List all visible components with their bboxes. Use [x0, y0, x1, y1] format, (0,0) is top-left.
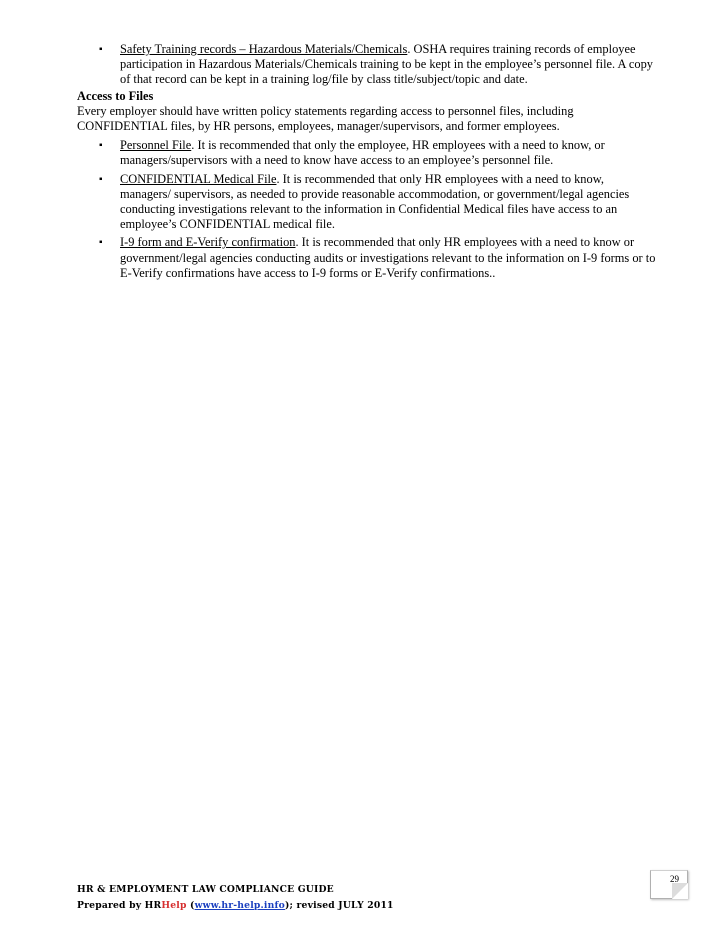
list-item-title: Personnel File	[120, 138, 192, 153]
list-item-title: I-9 form and E-Verify confirmation	[120, 235, 296, 250]
page-number-box	[650, 870, 688, 899]
footer-credit	[77, 898, 394, 914]
list-item-text: . It is recommended that only HR employees with a need to know, managers/ supervisors, as needed to provide reasonable accommodation, or government/legal agencies conducting investigations relevant to the information in Confidential Medical files have access to an employee’s CONFIDENTIAL medical file.	[120, 171, 630, 232]
list-item	[77, 42, 657, 88]
footer-website-link[interactable]: www.hr-help.info	[194, 899, 285, 911]
bullet-marker: ▪	[99, 44, 103, 55]
footer-prefix: Prepared by HR	[77, 899, 162, 911]
list-item-text: . OSHA requires training records of employee participation in Hazardous Materials/Chemicals training to be kept in the employee’s personnel file. A copy of that record can be kept in a training log/file by class title/subject/topic and date.	[120, 42, 653, 87]
page-curl-icon	[672, 883, 688, 899]
list-item-text: . It is recommended that only the employee, HR employees with a need to know, or managers/supervisors with a need to know have access to an employee’s personnel file.	[120, 138, 605, 168]
list-item	[77, 172, 657, 233]
list-item-text: . It is recommended that only HR employees with a need to know or government/legal agencies conducting audits or investigations relevant to the information on I-9 forms or to E-Verify confirmations have access to I-9 forms or E-Verify confirmations..	[120, 235, 656, 280]
list-item	[77, 235, 657, 281]
page-number: 29	[670, 874, 679, 884]
page-content	[77, 42, 657, 284]
bullet-marker: ▪	[99, 173, 103, 185]
list-item-title: Safety Training records – Hazardous Materials/Chemicals	[120, 42, 408, 56]
bullet-marker: ▪	[99, 237, 103, 249]
footer-brand-help: Help	[161, 899, 187, 911]
section-intro: Every employer should have written policy statements regarding access to personnel files, including CONFIDENTIAL files, by HR persons, employees, manager/supervisors, and former employees.	[77, 103, 574, 134]
footer-title: HR & EMPLOYMENT LAW COMPLIANCE GUIDE	[77, 884, 334, 895]
bullet-marker: ▪	[99, 140, 103, 152]
section-heading: Access to Files	[77, 88, 154, 103]
footer-suffix: ); revised JULY 2011	[284, 899, 394, 911]
list-item-title: CONFIDENTIAL Medical File	[120, 171, 277, 186]
footer	[77, 882, 394, 913]
list-item	[77, 138, 657, 168]
footer-open-paren: (	[186, 899, 195, 911]
